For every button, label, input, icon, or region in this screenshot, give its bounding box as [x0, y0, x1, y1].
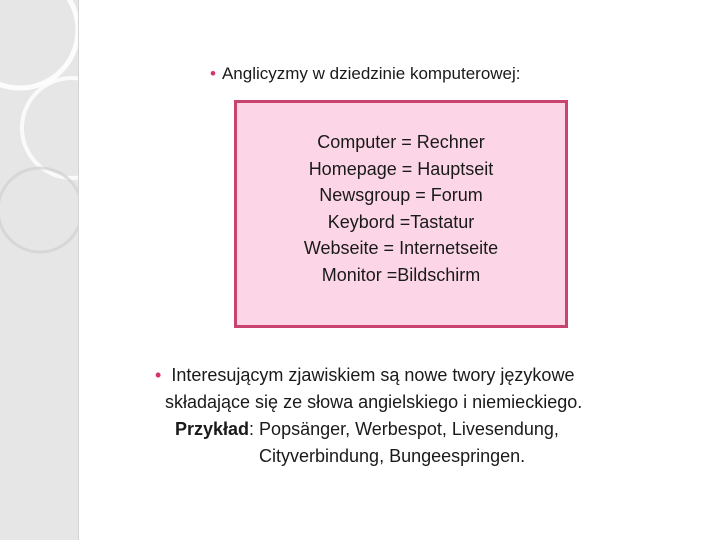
heading	[210, 64, 521, 84]
paragraph-line: Cityverbindung, Bungeespringen.	[259, 446, 526, 466]
paragraph-line-text: Interesującym zjawiskiem są nowe twory językowe	[171, 365, 575, 385]
paragraph-line: składające się ze słowa angielskiego i niemieckiego.	[165, 392, 583, 412]
example-text: : Popsänger, Werbespot, Livesendung,	[249, 419, 559, 439]
list-item: Newsgroup = Forum	[319, 185, 483, 205]
anglicisms-box	[234, 100, 568, 328]
heading-text: Anglicyzmy w dziedzinie komputerowej:	[221, 64, 521, 83]
list-item: Computer = Rechner	[317, 132, 485, 152]
bullet-icon: •	[210, 64, 216, 83]
bullet-icon: •	[155, 365, 162, 385]
decorative-circles	[0, 0, 78, 540]
example-line	[155, 416, 695, 443]
list-item: Homepage = Hauptseit	[308, 158, 494, 179]
description-paragraph	[155, 362, 695, 470]
example-label: Przykład	[175, 419, 250, 439]
list-item: Monitor =Bildschirm	[321, 264, 481, 285]
list-item: Webseite = Internetseite	[303, 238, 499, 258]
anglicisms-list	[237, 129, 565, 288]
decorative-side-panel	[0, 0, 79, 540]
paragraph-line	[155, 362, 695, 389]
list-item: Keybord =Tastatur	[327, 211, 475, 232]
